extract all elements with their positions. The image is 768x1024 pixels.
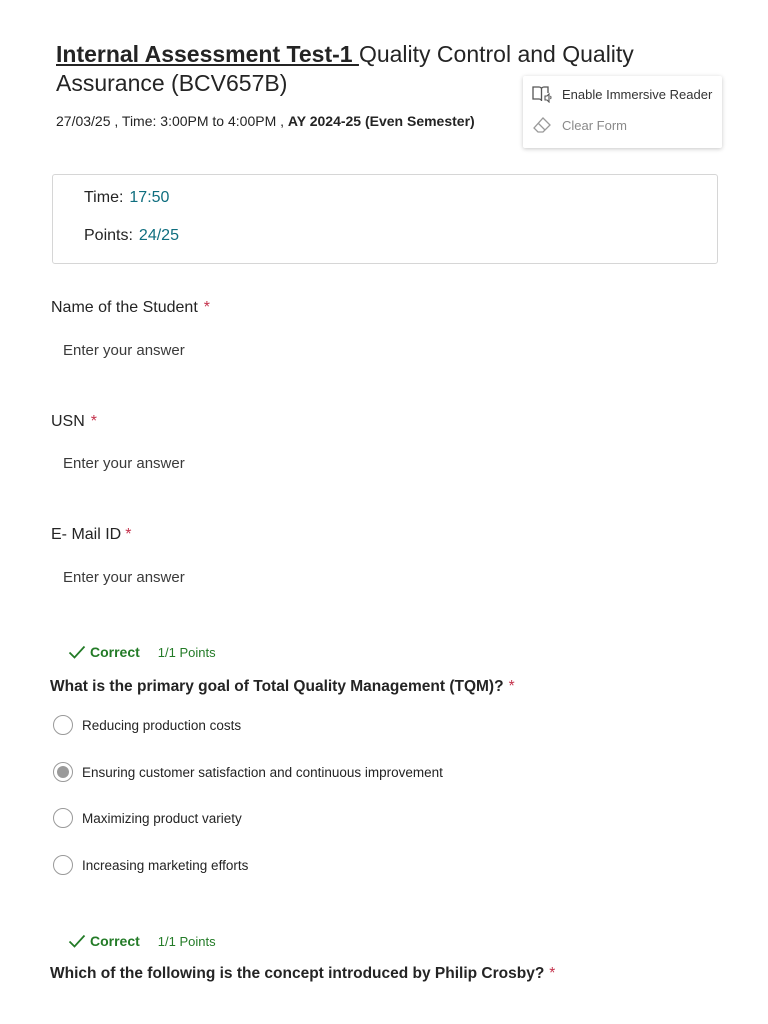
- form-subtitle-year: AY 2024-25 (Even Semester): [287, 113, 475, 129]
- points-label: Points:: [84, 227, 133, 244]
- required-asterisk: *: [508, 678, 515, 695]
- radio-dot: [57, 766, 69, 778]
- email-input[interactable]: [52, 559, 712, 595]
- radio-button[interactable]: [53, 808, 73, 828]
- radio-button[interactable]: [53, 855, 73, 875]
- form-subtitle-date: 27/03/25 , Time: 3:00PM to 4:00PM ,: [56, 113, 288, 129]
- form-subtitle: [56, 113, 475, 129]
- question-title: [50, 965, 555, 983]
- required-asterisk: *: [203, 299, 210, 316]
- required-asterisk: *: [90, 413, 98, 430]
- time-label: Time:: [84, 189, 124, 206]
- usn-input[interactable]: [52, 445, 712, 481]
- radio-button[interactable]: [53, 715, 73, 735]
- result-status: Correct: [90, 644, 140, 660]
- points-row: [84, 227, 179, 245]
- field-label-text: Name of the Student: [51, 299, 198, 316]
- usn-label: [51, 413, 97, 431]
- required-asterisk: *: [125, 526, 132, 543]
- option-radio-selected[interactable]: [53, 762, 443, 782]
- score-summary: [52, 174, 718, 264]
- student-name-label: [51, 299, 210, 317]
- question-title: [50, 678, 515, 696]
- field-label-text: USN: [51, 413, 85, 430]
- option-radio[interactable]: [53, 855, 248, 875]
- radio-button-checked[interactable]: [53, 762, 73, 782]
- menu-item-immersive-reader[interactable]: [531, 82, 712, 106]
- email-label: [51, 526, 131, 544]
- option-label: Increasing marketing efforts: [82, 857, 249, 873]
- form-title-rest: Quality Control and Quality Assurance (BCV657B): [56, 41, 634, 96]
- field-label-text: E- Mail ID: [51, 526, 122, 543]
- question-result: [68, 644, 216, 660]
- option-label: Reducing production costs: [82, 717, 242, 733]
- question-result: [68, 933, 216, 949]
- question-text: Which of the following is the concept introduced by Philip Crosby?: [50, 965, 545, 982]
- student-name-input[interactable]: [52, 332, 712, 368]
- immersive-reader-icon: [531, 84, 553, 104]
- form-title-bold: Internal Assessment Test-1: [56, 41, 359, 67]
- required-asterisk: *: [549, 965, 556, 982]
- result-status: Correct: [90, 933, 140, 949]
- option-radio[interactable]: [53, 715, 241, 735]
- time-row: [84, 189, 169, 207]
- menu-item-clear-form[interactable]: [531, 113, 627, 137]
- result-points: 1/1 Points: [157, 933, 216, 949]
- menu-item-label: Clear Form: [562, 117, 628, 133]
- option-label: Maximizing product variety: [82, 810, 242, 826]
- question-text: What is the primary goal of Total Quality Management (TQM)?: [50, 678, 504, 695]
- checkmark-icon: [68, 934, 86, 948]
- option-label: Ensuring customer satisfaction and continuous improvement: [82, 764, 443, 780]
- eraser-icon: [531, 115, 553, 135]
- menu-item-label: Enable Immersive Reader: [562, 86, 713, 102]
- time-value: 17:50: [129, 189, 170, 206]
- option-radio[interactable]: [53, 808, 242, 828]
- result-points: 1/1 Points: [157, 644, 216, 660]
- form-options-menu: [523, 76, 722, 148]
- points-value: 24/25: [138, 227, 179, 244]
- checkmark-icon: [68, 645, 86, 659]
